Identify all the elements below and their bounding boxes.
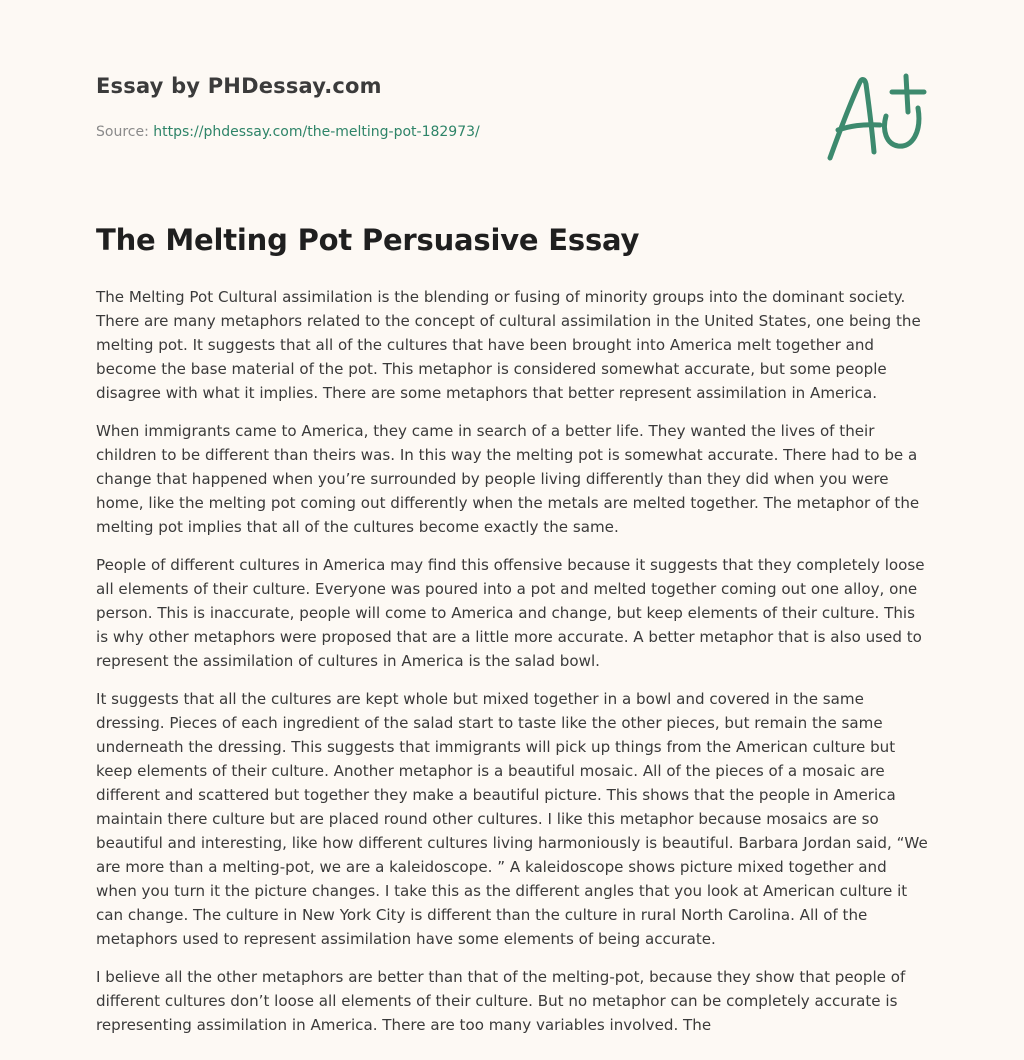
paragraph: I believe all the other metaphors are better than that of the melting-pot, because they show that people of different cultures don’t loose all elements of their culture. But no metaphor can be completely accurate is representing assimilation in America. There are too many variables involved. The [96,968,906,1034]
source-label: Source: [96,124,149,140]
essay-title: The Melting Pot Persuasive Essay [96,223,640,257]
source-line [96,124,480,140]
site-title: Essay by PHDessay.com [96,74,382,98]
paragraph: It suggests that all the cultures are kept whole but mixed together in a bowl and covered in the same dressing. Pieces of each ingredient of the salad start to taste like the other pieces, but remain the same underneath the dressing. This suggests that immigrants will pick up things from the American culture but keep elements of their culture. Another metaphor is a beautiful mosaic. All of the pieces of a mosaic are different and scattered but together they make a beautiful picture. This shows that the people in America maintain there culture but are placed round other cultures. I like this metaphor because mosaics are so beautiful and interesting, like how different cultures living harmoniously is beautiful. Barbara Jordan said, “We are more than a melting-pot, we are a kaleidoscope. ” A kaleidoscope shows picture mixed together and when you turn it the picture changes. I take this as the different angles that you look at American culture it can change. The culture in New York City is different than the culture in rural North Carolina. All of the metaphors used to represent assimilation have some elements of being accurate. [96,690,928,948]
paragraph: People of different cultures in America may find this offensive because it suggests that they completely loose all elements of their culture. Everyone was poured into a pot and melted together coming out one alloy, one person. This is inaccurate, people will come to America and change, but keep elements of their culture. This is why other metaphors were proposed that are a little more accurate. A better metaphor that is also used to represent the assimilation of cultures in America is the salad bowl. [96,556,925,670]
paragraph: When immigrants came to America, they came in search of a better life. They wanted the lives of their children to be different than theirs was. In this way the melting pot is somewhat accurate. There had to be a change that happened when you’re surrounded by people living differently than they did when you were home, like the melting pot coming out differently when the metals are melted together. The metaphor of the melting pot implies that all of the cultures become exactly the same. [96,422,920,536]
a-plus-logo-icon [820,68,930,164]
source-link[interactable]: https://phdessay.com/the-melting-pot-182973/ [153,124,480,140]
essay-body [96,285,930,1051]
paragraph: The Melting Pot Cultural assimilation is the blending or fusing of minority groups into the dominant society. There are many metaphors related to the concept of cultural assimilation in the United States, one being the melting pot. It suggests that all of the cultures that have been brought into America melt together and become the base material of the pot. This metaphor is considered somewhat accurate, but some people disagree with what it implies. There are some metaphors that better represent assimilation in America. [96,288,921,402]
